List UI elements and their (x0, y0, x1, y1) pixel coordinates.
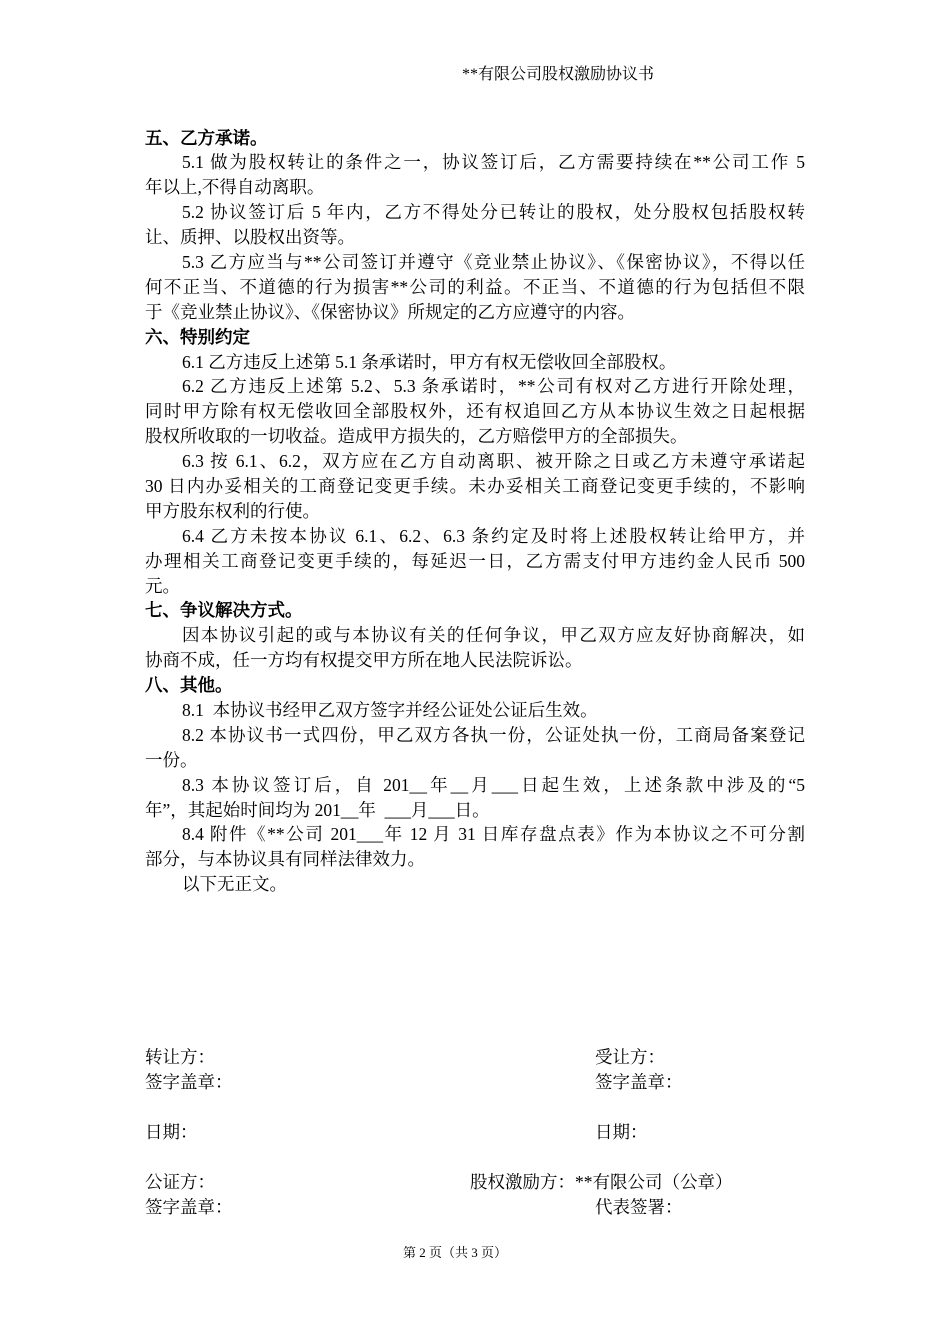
clause-6-1-line-1: 6.1 乙方违反上述第 5.1 条承诺时，甲方有权无偿收回全部股权。 (182, 351, 677, 372)
clause-8-4-line-2: 部分，与本协议具有同样法律效力。 (145, 849, 425, 870)
clause-5-1-line-1: 5.1 做为股权转让的条件之一，协议签订后，乙方需要持续在**公司工作 5 (182, 152, 805, 173)
clause-6-2-line-1: 6.2 乙方违反上述第 5.2、5.3 条承诺时，**公司有权对乙方进行开除处理， (182, 376, 805, 397)
page-number-footer: 第 2 页（共 3 页） (403, 1245, 508, 1260)
clause-8-3-line-2: 年”，其起始时间均为 201__年 ___月___日。 (145, 799, 490, 820)
end-of-text-line: 以下无正文。 (182, 874, 287, 895)
clause-6-2-line-3: 股权所收取的一切收益。造成甲方损失的，乙方赔偿甲方的全部损失。 (145, 426, 688, 447)
representative-signature-field: 代表签署： (595, 1196, 683, 1217)
section-5-heading: 五、乙方承诺。 (145, 127, 268, 148)
clause-5-1-line-2: 年以上,不得自动离职。 (145, 177, 325, 198)
clause-5-3 (145, 250, 805, 325)
clause-6-4-line-2: 办理相关工商登记变更手续的，每延迟一日，乙方需支付甲方违约金人民币 500 (145, 550, 805, 571)
clause-6-4-line-3: 元。 (145, 575, 180, 596)
clause-8-3-line-1: 8.3 本协议签订后，自 201__年__月___日起生效，上述条款中涉及的“5 (182, 774, 805, 795)
clause-6-4 (145, 524, 805, 599)
clause-6-1 (145, 350, 805, 375)
clause-7-1-line-1: 因本协议引起的或与本协议有关的任何争议，甲乙双方应友好协商解决，如 (182, 625, 805, 646)
transferor-signature-field: 签字盖章： (145, 1071, 233, 1092)
clause-5-1 (145, 150, 805, 200)
clause-5-2-line-1: 5.2 协议签订后 5 年内，乙方不得处分已转让的股权，处分股权包括股权转 (182, 202, 805, 223)
clause-8-2 (145, 723, 805, 773)
transferee-date-field: 日期： (595, 1121, 648, 1142)
transferor-date-field: 日期： (145, 1121, 198, 1142)
clause-8-3 (145, 773, 805, 823)
clause-6-3-line-2: 30 日内办妥相关的工商登记变更手续。未办妥相关工商登记变更手续的，不影响 (145, 475, 805, 496)
transferee-signature-field: 签字盖章： (595, 1071, 683, 1092)
clause-8-1 (145, 698, 805, 723)
section-6-heading: 六、特别约定 (145, 326, 250, 347)
clause-6-3 (145, 449, 805, 524)
clause-6-3-line-1: 6.3 按 6.1、6.2，双方应在乙方自动离职、被开除之日或乙方未遵守承诺起 (182, 451, 805, 472)
clause-6-2-line-2: 同时甲方除有权无偿收回全部股权外，还有权追回乙方从本协议生效之日起根据 (145, 401, 805, 422)
clause-8-4-line-1: 8.4 附件《**公司 201___年 12 月 31 日库存盘点表》作为本协议之不可分割 (182, 824, 805, 845)
clause-6-2 (145, 374, 805, 449)
clause-5-3-line-3: 于《竞业禁止协议》、《保密协议》所规定的乙方应遵守的内容。 (145, 301, 635, 322)
section-8-heading: 八、其他。 (145, 675, 233, 696)
notary-signature-field: 签字盖章： (145, 1196, 233, 1217)
clause-5-2 (145, 200, 805, 250)
transferor-label: 转让方： (145, 1046, 215, 1067)
clause-8-2-line-2: 一份。 (145, 749, 198, 770)
clause-5-3-line-1: 5.3 乙方应当与**公司签订并遵守《竞业禁止协议》、《保密协议》，不得以任 (182, 251, 805, 272)
clause-8-2-line-1: 8.2 本协议书一式四份，甲乙双方各执一份，公证处执一份，工商局备案登记 (182, 724, 805, 745)
end-of-text-note (145, 872, 805, 897)
clause-7-1 (145, 623, 805, 673)
document-body (145, 126, 805, 898)
clause-8-4 (145, 822, 805, 872)
clause-8-1-line-1: 8.1 本协议书经甲乙双方签字并经公证处公证后生效。 (182, 699, 598, 720)
clause-5-3-line-2: 何不正当、不道德的行为损害**公司的利益。不正当、不道德的行为包括但不限 (145, 276, 805, 297)
section-7-heading: 七、争议解决方式。 (145, 600, 303, 621)
clause-6-4-line-1: 6.4 乙方未按本协议 6.1、6.2、6.3 条约定及时将上述股权转让给甲方，并 (182, 525, 805, 546)
clause-6-3-line-3: 甲方股东权利的行使。 (145, 500, 320, 521)
transferee-label: 受让方： (595, 1046, 665, 1067)
clause-5-2-line-2: 让、质押、以股权出资等。 (145, 227, 355, 248)
clause-7-1-line-2: 协商不成，任一方均有权提交甲方所在地人民法院诉讼。 (145, 650, 583, 671)
document-header-title: **有限公司股权激励协议书 (462, 66, 655, 83)
notary-label: 公证方： (145, 1171, 215, 1192)
incentive-party-label: 股权激励方：**有限公司（公章） (470, 1171, 733, 1192)
